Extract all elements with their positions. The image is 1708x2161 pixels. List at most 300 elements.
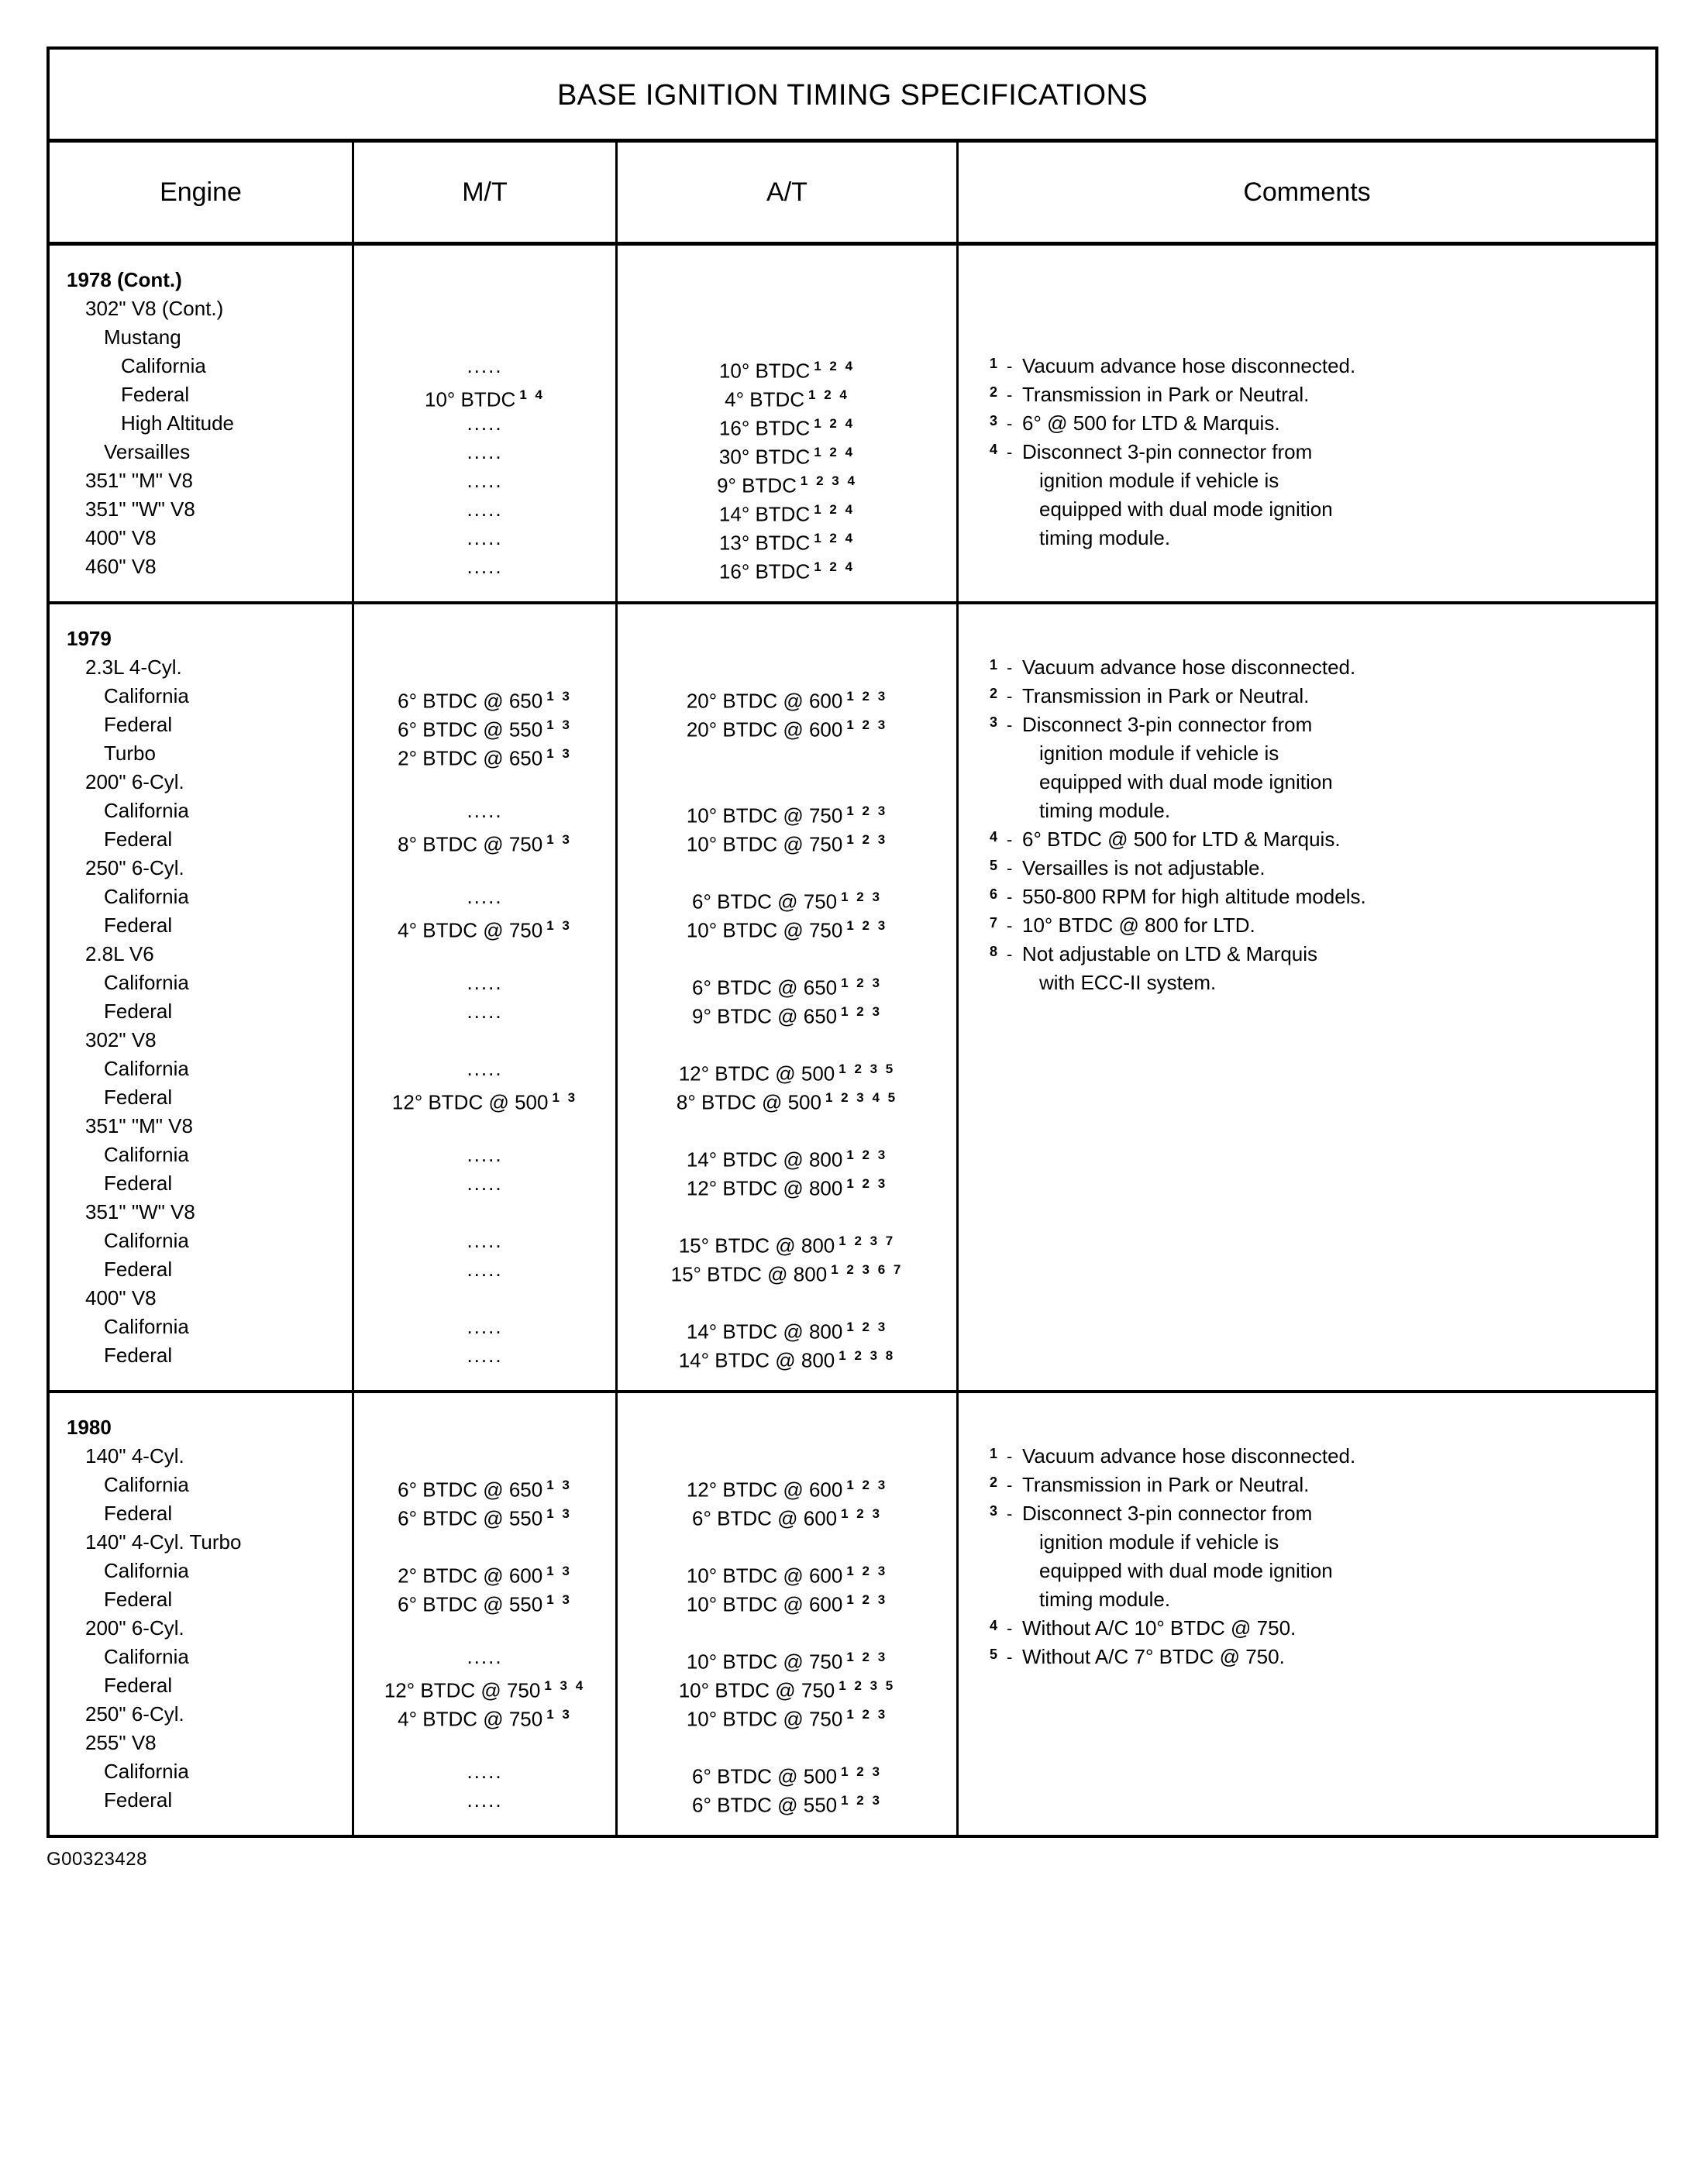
mt-empty	[354, 266, 615, 294]
engine-label: California	[104, 1760, 189, 1783]
column-header-mt: M/T	[352, 143, 615, 242]
footnote-text: Transmission in Park or Neutral.	[1022, 383, 1310, 406]
mt-empty	[354, 653, 615, 682]
mt-empty	[354, 1026, 615, 1055]
footnote-ref: 1 2 3	[846, 1148, 888, 1162]
at-value: 12° BTDC @ 600 $^{1 2 3}$	[686, 1478, 888, 1502]
footnote	[990, 854, 1640, 883]
engine-label: 140" 4-Cyl.	[85, 1444, 184, 1468]
engine-label: 1978 (Cont.)	[67, 268, 182, 291]
footnote-dash: -	[1007, 414, 1013, 433]
footnote-dash: -	[1007, 1619, 1013, 1638]
at-value: 6° BTDC @ 650 $^{1 2 3}$	[692, 976, 882, 1000]
footnote	[990, 409, 1640, 438]
mt-value	[354, 883, 615, 911]
footnote-dash: -	[1007, 1647, 1013, 1667]
footnote-ref: 1 2 4	[814, 531, 856, 545]
engine-label: California	[104, 1645, 189, 1668]
footnote-number: 8	[990, 944, 998, 959]
footnote-ref: 1 2 3	[846, 1650, 888, 1664]
at-empty	[618, 1026, 956, 1055]
at-empty	[618, 854, 956, 883]
footnote-ref: 1 2 3	[846, 689, 888, 704]
column-header-comments: Comments	[956, 143, 1655, 242]
mt-empty	[354, 940, 615, 969]
table-title-band	[50, 50, 1655, 143]
footnote-dash: -	[1007, 887, 1013, 907]
no-value-dots: .....	[467, 1229, 503, 1252]
footnote-ref: 1 2 3	[846, 1478, 888, 1492]
footnote-ref: 1 2 3	[841, 1004, 882, 1019]
at-column	[615, 604, 956, 1390]
footnote-ref: 1 2 3	[846, 918, 888, 933]
footnote-text: Disconnect 3-pin connector from ignition module if vehicle is equipped with dual mode ignition timing module.	[1022, 1499, 1640, 1614]
footnote-ref: 1 2 3	[846, 1707, 888, 1722]
engine-column	[50, 246, 352, 601]
at-value: 14° BTDC @ 800 $^{1 2 3}$	[686, 1148, 888, 1172]
at-empty	[618, 768, 956, 797]
engine-label: Federal	[104, 1000, 173, 1023]
at-column	[615, 1393, 956, 1835]
at-value: 10° BTDC $^{1 2 4}$	[718, 359, 856, 383]
footnote-ref: 1 2 4	[814, 502, 856, 517]
mt-value	[354, 524, 615, 552]
footnote-continuation: ignition module if vehicle is	[1039, 742, 1279, 765]
mt-value: 10° BTDC $^{1 4}$	[425, 387, 545, 411]
no-value-dots: .....	[467, 526, 503, 549]
footnote-number: 6	[990, 886, 998, 902]
mt-value	[354, 495, 615, 524]
mt-value	[354, 1757, 615, 1786]
mt-value	[354, 409, 615, 438]
footnote-continuation: ignition module if vehicle is	[1039, 1530, 1279, 1554]
no-value-dots: .....	[467, 971, 503, 994]
mt-empty	[354, 854, 615, 883]
engine-label: Federal	[104, 713, 173, 736]
engine-label: 302" V8	[85, 1028, 157, 1051]
footnote-dash: -	[1007, 830, 1013, 849]
footnote-number: 2	[990, 1475, 998, 1490]
comments-spacer	[990, 294, 1640, 323]
footnote	[990, 883, 1640, 911]
engine-label: Turbo	[104, 742, 156, 765]
footnote-ref: 1 2 3	[841, 976, 882, 990]
engine-label: 351" "M" V8	[85, 1114, 193, 1137]
footnote-text: 550-800 RPM for high altitude models.	[1022, 885, 1366, 908]
engine-label: Federal	[104, 828, 173, 851]
no-value-dots: .....	[467, 1315, 503, 1338]
engine-label: Federal	[121, 383, 190, 406]
footnote-number: 2	[990, 384, 998, 400]
engine-label: 140" 4-Cyl. Turbo	[85, 1530, 242, 1554]
mt-value	[354, 1643, 615, 1671]
at-empty	[618, 1413, 956, 1442]
footnote-ref: 1 2 3	[846, 1592, 888, 1607]
footnote-number: 3	[990, 714, 998, 730]
engine-label: Federal	[104, 1086, 173, 1109]
footnote-text: Without A/C 7° BTDC @ 750.	[1022, 1645, 1285, 1668]
at-empty	[618, 1442, 956, 1471]
table-section-1979	[50, 604, 1655, 1393]
at-empty	[618, 1614, 956, 1643]
engine-label: California	[104, 799, 189, 822]
footnote-text: Disconnect 3-pin connector from ignition module if vehicle is equipped with dual mode ignition timing module.	[1022, 438, 1640, 552]
at-value: 10° BTDC @ 750 $^{1 2 3}$	[686, 832, 888, 856]
engine-label: California	[104, 1315, 189, 1338]
footnote	[990, 380, 1640, 409]
engine-label: 200" 6-Cyl.	[85, 770, 184, 793]
at-empty	[618, 1729, 956, 1757]
at-value: 8° BTDC @ 500 $^{1 2 3 4 5}$	[676, 1090, 898, 1114]
footnote-text: 6° BTDC @ 500 for LTD & Marquis.	[1022, 828, 1341, 851]
footnote-ref: 1 3	[546, 1506, 572, 1521]
engine-label: Federal	[104, 1788, 173, 1812]
mt-empty	[354, 294, 615, 323]
mt-value	[354, 797, 615, 825]
engine-label: Federal	[104, 1674, 173, 1697]
footnote-number: 1	[990, 356, 998, 371]
footnote-number: 5	[990, 1647, 998, 1662]
footnote-text: Transmission in Park or Neutral.	[1022, 1473, 1310, 1496]
at-value: 10° BTDC @ 750 $^{1 2 3}$	[686, 1707, 888, 1731]
at-value: 6° BTDC @ 500 $^{1 2 3}$	[692, 1764, 882, 1788]
table-body	[50, 246, 1655, 1835]
footnote	[990, 1442, 1640, 1471]
at-value: 13° BTDC $^{1 2 4}$	[718, 531, 856, 555]
footnote-ref: 1 2 3	[846, 803, 888, 818]
footnote-ref: 1 2 3	[846, 717, 888, 732]
at-value: 15° BTDC @ 800 $^{1 2 3 6 7}$	[670, 1262, 904, 1286]
footnote	[990, 653, 1640, 682]
footnote-dash: -	[1007, 686, 1013, 706]
at-empty	[618, 940, 956, 969]
mt-value: 4° BTDC @ 750 $^{1 3}$	[398, 918, 572, 942]
engine-column	[50, 604, 352, 1390]
footnote-dash: -	[1007, 916, 1013, 935]
footnote-ref: 1 2 3	[846, 1564, 888, 1578]
mt-empty	[354, 1198, 615, 1227]
footnote-ref: 1 2 3	[846, 1176, 888, 1191]
comments-spacer	[990, 1413, 1640, 1442]
footnote	[990, 711, 1640, 825]
at-value: 16° BTDC $^{1 2 4}$	[718, 559, 856, 583]
footnote-ref: 1 2 3	[841, 1764, 882, 1779]
table-section-1978	[50, 246, 1655, 604]
engine-label: Federal	[104, 914, 173, 937]
comments-column	[956, 246, 1655, 601]
mt-value	[354, 1341, 615, 1370]
mt-empty	[354, 1614, 615, 1643]
at-value: 14° BTDC @ 800 $^{1 2 3 8}$	[678, 1348, 896, 1372]
engine-label: California	[104, 684, 189, 707]
footnote-ref: 1 2 3	[841, 1793, 882, 1808]
engine-label: 302" V8 (Cont.)	[85, 297, 224, 320]
at-value: 4° BTDC $^{1 2 4}$	[725, 387, 849, 411]
engine-label: California	[104, 885, 189, 908]
footnote-ref: 1 2 3 7	[839, 1234, 896, 1248]
footnote-number: 4	[990, 829, 998, 845]
footnote-number: 5	[990, 858, 998, 873]
mt-column	[352, 1393, 615, 1835]
at-empty	[618, 739, 956, 768]
mt-value: 6° BTDC @ 550 $^{1 3}$	[398, 1592, 572, 1616]
at-value: 9° BTDC @ 650 $^{1 2 3}$	[692, 1004, 882, 1028]
footnote-text: 6° @ 500 for LTD & Marquis.	[1022, 411, 1280, 435]
at-value: 14° BTDC @ 800 $^{1 2 3}$	[686, 1320, 888, 1344]
mt-value: 6° BTDC @ 550 $^{1 3}$	[398, 717, 572, 742]
footnote	[990, 940, 1640, 997]
engine-label: 351" "W" V8	[85, 497, 195, 521]
mt-empty	[354, 768, 615, 797]
at-value: 10° BTDC @ 600 $^{1 2 3}$	[686, 1592, 888, 1616]
mt-value: 6° BTDC @ 550 $^{1 3}$	[398, 1506, 572, 1530]
no-value-dots: .....	[467, 497, 503, 521]
footnote-number: 7	[990, 915, 998, 931]
footnote-continuation: equipped with dual mode ignition	[1039, 770, 1333, 793]
footnote-continuation: equipped with dual mode ignition	[1039, 1559, 1333, 1582]
no-value-dots: .....	[467, 1258, 503, 1281]
at-value: 10° BTDC @ 600 $^{1 2 3}$	[686, 1564, 888, 1588]
mt-value: 4° BTDC @ 750 $^{1 3}$	[398, 1707, 572, 1731]
no-value-dots: .....	[467, 1000, 503, 1023]
footnote-ref: 1 3 4	[544, 1678, 586, 1693]
footnote-ref: 1 2 4	[814, 559, 856, 574]
mt-empty	[354, 1528, 615, 1557]
engine-label: California	[104, 1559, 189, 1582]
footnote-number: 1	[990, 657, 998, 673]
table-section-1980	[50, 1393, 1655, 1835]
footnote-ref: 1 3	[546, 1478, 572, 1492]
mt-value	[354, 352, 615, 380]
footnote-number: 2	[990, 686, 998, 701]
engine-label: 400" V8	[85, 1286, 157, 1309]
mt-value	[354, 552, 615, 581]
footnote-text: Disconnect 3-pin connector from ignition module if vehicle is equipped with dual mode ignition timing module.	[1022, 711, 1640, 825]
engine-label: California	[104, 1143, 189, 1166]
at-value: 6° BTDC @ 550 $^{1 2 3}$	[692, 1793, 882, 1817]
footnote-text: Without A/C 10° BTDC @ 750.	[1022, 1616, 1296, 1640]
footnote-ref: 1 3	[546, 717, 572, 732]
footnote-ref: 1 2 4	[814, 416, 856, 431]
engine-label: High Altitude	[121, 411, 234, 435]
footnote-ref: 1 2 3	[841, 1506, 882, 1521]
footnote-ref: 1 2 4	[808, 387, 849, 402]
footnote-ref: 1 3	[546, 746, 572, 761]
mt-value: 12° BTDC @ 750 $^{1 3 4}$	[384, 1678, 586, 1702]
no-value-dots: .....	[467, 354, 503, 377]
at-empty	[618, 1528, 956, 1557]
no-value-dots: .....	[467, 1645, 503, 1668]
footnote-ref: 1 2 3 6 7	[831, 1262, 904, 1277]
mt-empty	[354, 1284, 615, 1313]
footnote-ref: 1 2 3 8	[839, 1348, 896, 1363]
mt-value	[354, 997, 615, 1026]
footnote	[990, 352, 1640, 380]
engine-label: 2.8L V6	[85, 942, 154, 965]
no-value-dots: .....	[467, 555, 503, 578]
at-value: 10° BTDC @ 750 $^{1 2 3}$	[686, 803, 888, 828]
mt-value	[354, 1786, 615, 1815]
footnote-ref: 1 2 3	[846, 1320, 888, 1334]
engine-column	[50, 1393, 352, 1835]
mt-value	[354, 1055, 615, 1083]
footnote	[990, 1471, 1640, 1499]
engine-label: 250" 6-Cyl.	[85, 1702, 184, 1726]
mt-empty	[354, 1413, 615, 1442]
engine-label: Federal	[104, 1502, 173, 1525]
footnote-ref: 1 2 3 4	[800, 473, 857, 488]
at-empty	[618, 266, 956, 294]
mt-value	[354, 969, 615, 997]
at-value: 12° BTDC @ 500 $^{1 2 3 5}$	[678, 1062, 896, 1086]
footnote-number: 3	[990, 1503, 998, 1519]
at-value: 6° BTDC @ 600 $^{1 2 3}$	[692, 1506, 882, 1530]
at-value: 20° BTDC @ 600 $^{1 2 3}$	[686, 717, 888, 742]
engine-label: Versailles	[104, 440, 191, 463]
footnote	[990, 911, 1640, 940]
mt-value	[354, 1255, 615, 1284]
footnote	[990, 1643, 1640, 1671]
at-empty	[618, 294, 956, 323]
mt-value	[354, 1227, 615, 1255]
mt-value	[354, 1313, 615, 1341]
column-header-engine: Engine	[160, 177, 242, 207]
no-value-dots: .....	[467, 469, 503, 492]
footnote	[990, 438, 1640, 552]
at-value: 10° BTDC @ 750 $^{1 2 3 5}$	[678, 1678, 896, 1702]
footnote-ref: 1 3	[546, 689, 572, 704]
footnote-dash: -	[1007, 1504, 1013, 1523]
footnote	[990, 1499, 1640, 1614]
engine-label: 250" 6-Cyl.	[85, 856, 184, 879]
engine-label: 351" "W" V8	[85, 1200, 195, 1223]
no-value-dots: .....	[467, 799, 503, 822]
at-value: 16° BTDC $^{1 2 4}$	[718, 416, 856, 440]
footnote-ref: 1 2 3	[841, 890, 882, 904]
footnote-text: Versailles is not adjustable.	[1022, 856, 1266, 879]
no-value-dots: .....	[467, 1788, 503, 1812]
mt-empty	[354, 323, 615, 352]
footnote-dash: -	[1007, 715, 1013, 735]
column-header-at: A/T	[615, 143, 956, 242]
at-value: 30° BTDC $^{1 2 4}$	[718, 445, 856, 469]
engine-label: Federal	[104, 1344, 173, 1367]
at-value: 12° BTDC @ 800 $^{1 2 3}$	[686, 1176, 888, 1200]
engine-label: 200" 6-Cyl.	[85, 1616, 184, 1640]
at-empty	[618, 323, 956, 352]
no-value-dots: .....	[467, 440, 503, 463]
footnote-continuation: with ECC-II system.	[1039, 971, 1217, 994]
mt-value: 8° BTDC @ 750 $^{1 3}$	[398, 832, 572, 856]
footnote-continuation: equipped with dual mode ignition	[1039, 497, 1333, 521]
footnote-text: Vacuum advance hose disconnected.	[1022, 1444, 1356, 1468]
no-value-dots: .....	[467, 1143, 503, 1166]
engine-label: California	[121, 354, 206, 377]
engine-label: 255" V8	[85, 1731, 157, 1754]
footnote-ref: 1 2 3	[846, 832, 888, 847]
engine-label: Federal	[104, 1588, 173, 1611]
mt-empty	[354, 625, 615, 653]
footnote-ref: 1 3	[546, 1707, 572, 1722]
footnote-ref: 1 2 3 4 5	[825, 1090, 898, 1105]
no-value-dots: .....	[467, 1344, 503, 1367]
footnote-ref: 1 3	[546, 1564, 572, 1578]
at-value: 10° BTDC @ 750 $^{1 2 3}$	[686, 918, 888, 942]
mt-value	[354, 438, 615, 466]
footnote-dash: -	[1007, 859, 1013, 878]
engine-label: California	[104, 971, 189, 994]
no-value-dots: .....	[467, 1172, 503, 1195]
mt-value: 2° BTDC @ 650 $^{1 3}$	[398, 746, 572, 770]
footnote-ref: 1 3	[552, 1090, 578, 1105]
footnote-dash: -	[1007, 945, 1013, 964]
comments-column	[956, 604, 1655, 1390]
footnote-dash: -	[1007, 658, 1013, 677]
engine-label: 400" V8	[85, 526, 157, 549]
comments-spacer	[990, 323, 1640, 352]
footnote-text: Not adjustable on LTD & Marquis with ECC-II system.	[1022, 940, 1640, 997]
at-empty	[618, 625, 956, 653]
ignition-timing-table	[46, 46, 1658, 1838]
footnote-dash: -	[1007, 1447, 1013, 1466]
footnote-dash: -	[1007, 442, 1013, 462]
document-id: G00323428	[46, 1849, 147, 1870]
comments-spacer	[990, 625, 1640, 653]
footnote-text: Transmission in Park or Neutral.	[1022, 684, 1310, 707]
footnote-ref: 1 2 3 5	[839, 1062, 896, 1076]
footnote-text: 10° BTDC @ 800 for LTD.	[1022, 914, 1255, 937]
footnote-ref: 1 2 3 5	[839, 1678, 896, 1693]
at-column	[615, 246, 956, 601]
mt-empty	[354, 1729, 615, 1757]
engine-label: Federal	[104, 1172, 173, 1195]
no-value-dots: .....	[467, 411, 503, 435]
engine-label: 2.3L 4-Cyl.	[85, 656, 182, 679]
footnote-number: 3	[990, 413, 998, 428]
comments-spacer	[990, 266, 1640, 294]
mt-value	[354, 466, 615, 495]
engine-label: 1980	[67, 1416, 112, 1439]
footnote-ref: 1 3	[546, 832, 572, 847]
at-empty	[618, 1112, 956, 1141]
at-value: 20° BTDC @ 600 $^{1 2 3}$	[686, 689, 888, 713]
footnote-ref: 1 3	[546, 1592, 572, 1607]
footnote-dash: -	[1007, 1475, 1013, 1495]
comments-column	[956, 1393, 1655, 1835]
at-value: 6° BTDC @ 750 $^{1 2 3}$	[692, 890, 882, 914]
table-header-row	[50, 143, 1655, 246]
at-value: 10° BTDC @ 750 $^{1 2 3}$	[686, 1650, 888, 1674]
footnote-number: 4	[990, 1618, 998, 1633]
engine-label: 351" "M" V8	[85, 469, 193, 492]
mt-column	[352, 604, 615, 1390]
mt-empty	[354, 1442, 615, 1471]
footnote-number: 1	[990, 1446, 998, 1461]
mt-value: 6° BTDC @ 650 $^{1 3}$	[398, 1478, 572, 1502]
engine-label: California	[104, 1229, 189, 1252]
footnote-text: Vacuum advance hose disconnected.	[1022, 354, 1356, 377]
footnote-text: Vacuum advance hose disconnected.	[1022, 656, 1356, 679]
footnote-ref: 1 2 4	[814, 359, 856, 373]
footnote-continuation: timing module.	[1039, 799, 1171, 822]
at-value: 9° BTDC $^{1 2 3 4}$	[717, 473, 857, 497]
mt-column	[352, 246, 615, 601]
footnote-ref: 1 3	[546, 918, 572, 933]
footnote	[990, 682, 1640, 711]
no-value-dots: .....	[467, 1760, 503, 1783]
footnote-ref: 1 4	[519, 387, 545, 402]
engine-label: Federal	[104, 1258, 173, 1281]
